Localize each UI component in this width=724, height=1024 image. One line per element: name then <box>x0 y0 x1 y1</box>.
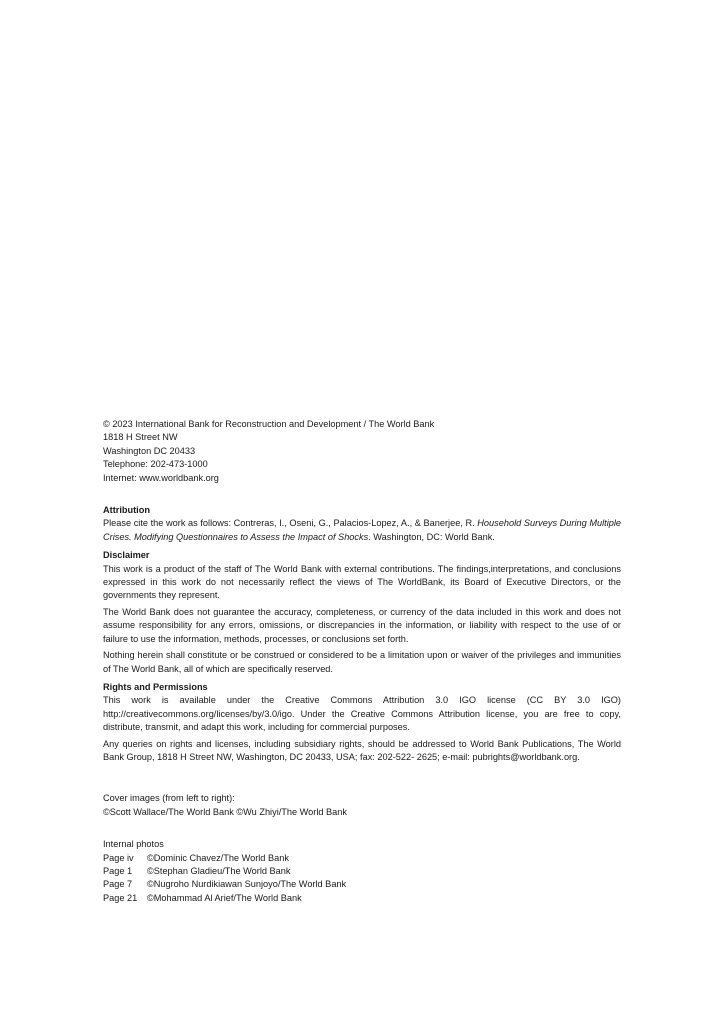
copyright-line: © 2023 International Bank for Reconstruction and Development / The World Bank <box>103 419 435 429</box>
photo-credit: ©Nugroho Nurdikiawan Sunjoyo/The World Bank <box>147 879 347 890</box>
attribution-heading: Attribution <box>103 505 150 516</box>
photo-page: Page 1 <box>103 865 133 876</box>
attribution-section <box>103 504 621 544</box>
address-street: 1818 H Street NW <box>103 432 178 443</box>
disclaimer-paragraph: The World Bank does not guarantee the accuracy, completeness, or currency of the data included in this work and does not assume responsibility for any errors, omissions, or discrepancies in the information, or liability with respect to the use of or failure to use the information, methods, processes, or conclusions set forth. <box>103 606 621 644</box>
rights-heading: Rights and Permissions <box>103 681 208 692</box>
photo-credit-row <box>103 852 621 865</box>
photo-page: Page 7 <box>103 879 133 890</box>
cover-images-credits: ©Scott Wallace/The World Bank ©Wu Zhiyi/The World Bank <box>103 806 347 817</box>
telephone: Telephone: 202-473-1000 <box>103 459 208 470</box>
disclaimer-paragraph: Nothing herein shall constitute or be construed or considered to be a limitation upon or waiver of the privileges and immunities of The World Bank, all of which are specifically reserved. <box>103 650 621 674</box>
cover-images-heading: Cover images (from left to right): <box>103 793 235 804</box>
internet-address: Internet: www.worldbank.org <box>103 472 219 483</box>
photo-credit: ©Dominic Chavez/The World Bank <box>147 852 289 863</box>
photo-page: Page iv <box>103 852 134 863</box>
disclaimer-heading: Disclaimer <box>103 550 150 561</box>
address-city: Washington DC 20433 <box>103 445 196 456</box>
rights-section <box>103 681 621 764</box>
photo-credit-row <box>103 865 621 878</box>
rights-paragraph: This work is available under the Creative Commons Attribution 3.0 IGO license (CC BY 3.0 IGO) http://creativecommons.org/licenses/by/3.0/igo. Under the Creative Commons Attribution license, you are free to copy, distribute, transmit, and adapt this work, including for commercial purposes. <box>103 695 621 733</box>
copyright-page <box>103 418 621 905</box>
internal-photos-heading: Internal photos <box>103 839 164 850</box>
photo-credit-row <box>103 892 621 905</box>
photo-credit: ©Stephan Gladieu/The World Bank <box>147 865 291 876</box>
copyright-block <box>103 418 621 485</box>
disclaimer-section <box>103 549 621 676</box>
photo-credit-row <box>103 878 621 891</box>
citation-title: Household Surveys During Multiple Crises. Modifying Questionnaires to Assess the Impact of Shocks <box>103 518 621 542</box>
photo-page: Page 21 <box>103 892 138 903</box>
photo-credit: ©Mohammad Al Arief/The World Bank <box>147 892 302 903</box>
internal-photos-section <box>103 838 621 905</box>
attribution-text: Please cite the work as follows: Contreras, I., Oseni, G., Palacios-Lopez, A., & Banerjee, R. Household Surveys During Multiple Crises. Modifying Questionnaires to Assess the Impact of Shocks. Washington, DC: World Bank. <box>103 518 621 542</box>
rights-paragraph: Any queries on rights and licenses, including subsidiary rights, should be addressed to World Bank Publications, The World Bank Group, 1818 H Street NW, Washington, DC 20433, USA; fax: 202-522- 2625; e-mail: pubrights@worldbank.org. <box>103 738 621 762</box>
disclaimer-paragraph: This work is a product of the staff of The World Bank with external contributions. The findings,interpretations, and conclusions expressed in this work do not necessarily reflect the views of The WorldBank, its Board of Executive Directors, or the governments they represent. <box>103 563 621 601</box>
cover-images-section <box>103 792 621 819</box>
